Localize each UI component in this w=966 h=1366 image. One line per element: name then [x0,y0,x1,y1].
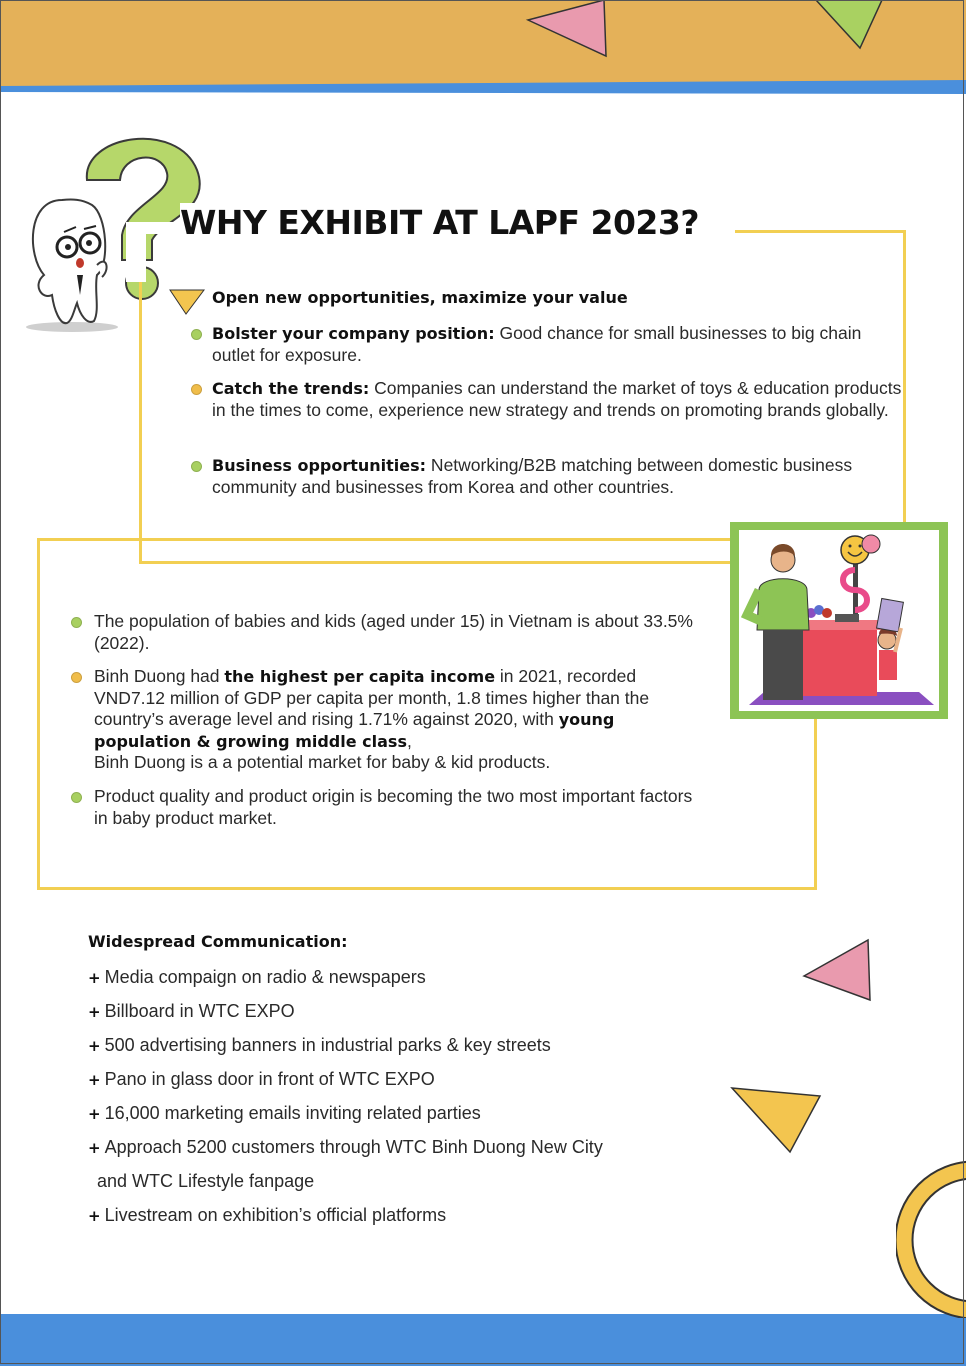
list-item: Product quality and product origin is becoming the two most important factors in baby product market. [94,786,693,828]
item-heading: Bolster your company position: [212,324,495,343]
item-text: Networking/B2B matching between domestic business community and businesses from Korea and other countries. [212,455,853,497]
item-text: in 2021, recorded VND7.12 million of GDP per capita per month, 1.8 times higher than the country’s average level and rising 1.71% against 2020, with [94,666,650,729]
plus-icon: + [88,1139,101,1157]
item-heading: Catch the trends: [212,379,370,398]
section1-lead: Open new opportunities, maximize your value [212,288,628,307]
plus-icon: + [88,969,101,987]
highlight-income: the highest per capita income [224,667,496,686]
communication-title: Widespread Communication: [88,932,348,951]
plus-icon: + [88,1207,101,1225]
plus-icon: + [88,1003,101,1021]
comm-text: 16,000 marketing emails inviting related parties [104,1103,481,1123]
item-text: Binh Duong is a a potential market for baby & kid products. [94,752,551,772]
item-heading: Business opportunities: [212,456,427,475]
comm-text: Media compaign on radio & newspapers [104,967,426,987]
plus-icon: + [88,1105,101,1123]
page-title: WHY EXHIBIT AT LAPF 2023? [180,203,707,242]
highlight-population: young population & growing middle class [94,710,615,751]
item-text: Binh Duong had [94,666,225,686]
comm-text: Approach 5200 customers through WTC Binh Duong New City [104,1137,603,1157]
plus-icon: + [88,1071,101,1089]
list-item: The population of babies and kids (aged under 15) in Vietnam is about 33.5% (2022). [94,611,693,653]
item-text: , [406,730,412,751]
comm-text: Livestream on exhibition’s official platforms [104,1205,447,1225]
item-text: Good chance for small businesses to big chain outlet for exposure. [212,323,862,365]
list-item-continuation: and WTC Lifestyle fanpage [97,1171,315,1191]
comm-text: Billboard in WTC EXPO [104,1001,295,1021]
plus-icon: + [88,1037,101,1055]
item-text: Companies can understand the market of toys & education products in the times to come, experience new strategy and trends on promoting brands globally. [212,378,902,420]
comm-text: Pano in glass door in front of WTC EXPO [104,1069,435,1089]
comm-text: 500 advertising banners in industrial parks & key streets [104,1035,551,1055]
